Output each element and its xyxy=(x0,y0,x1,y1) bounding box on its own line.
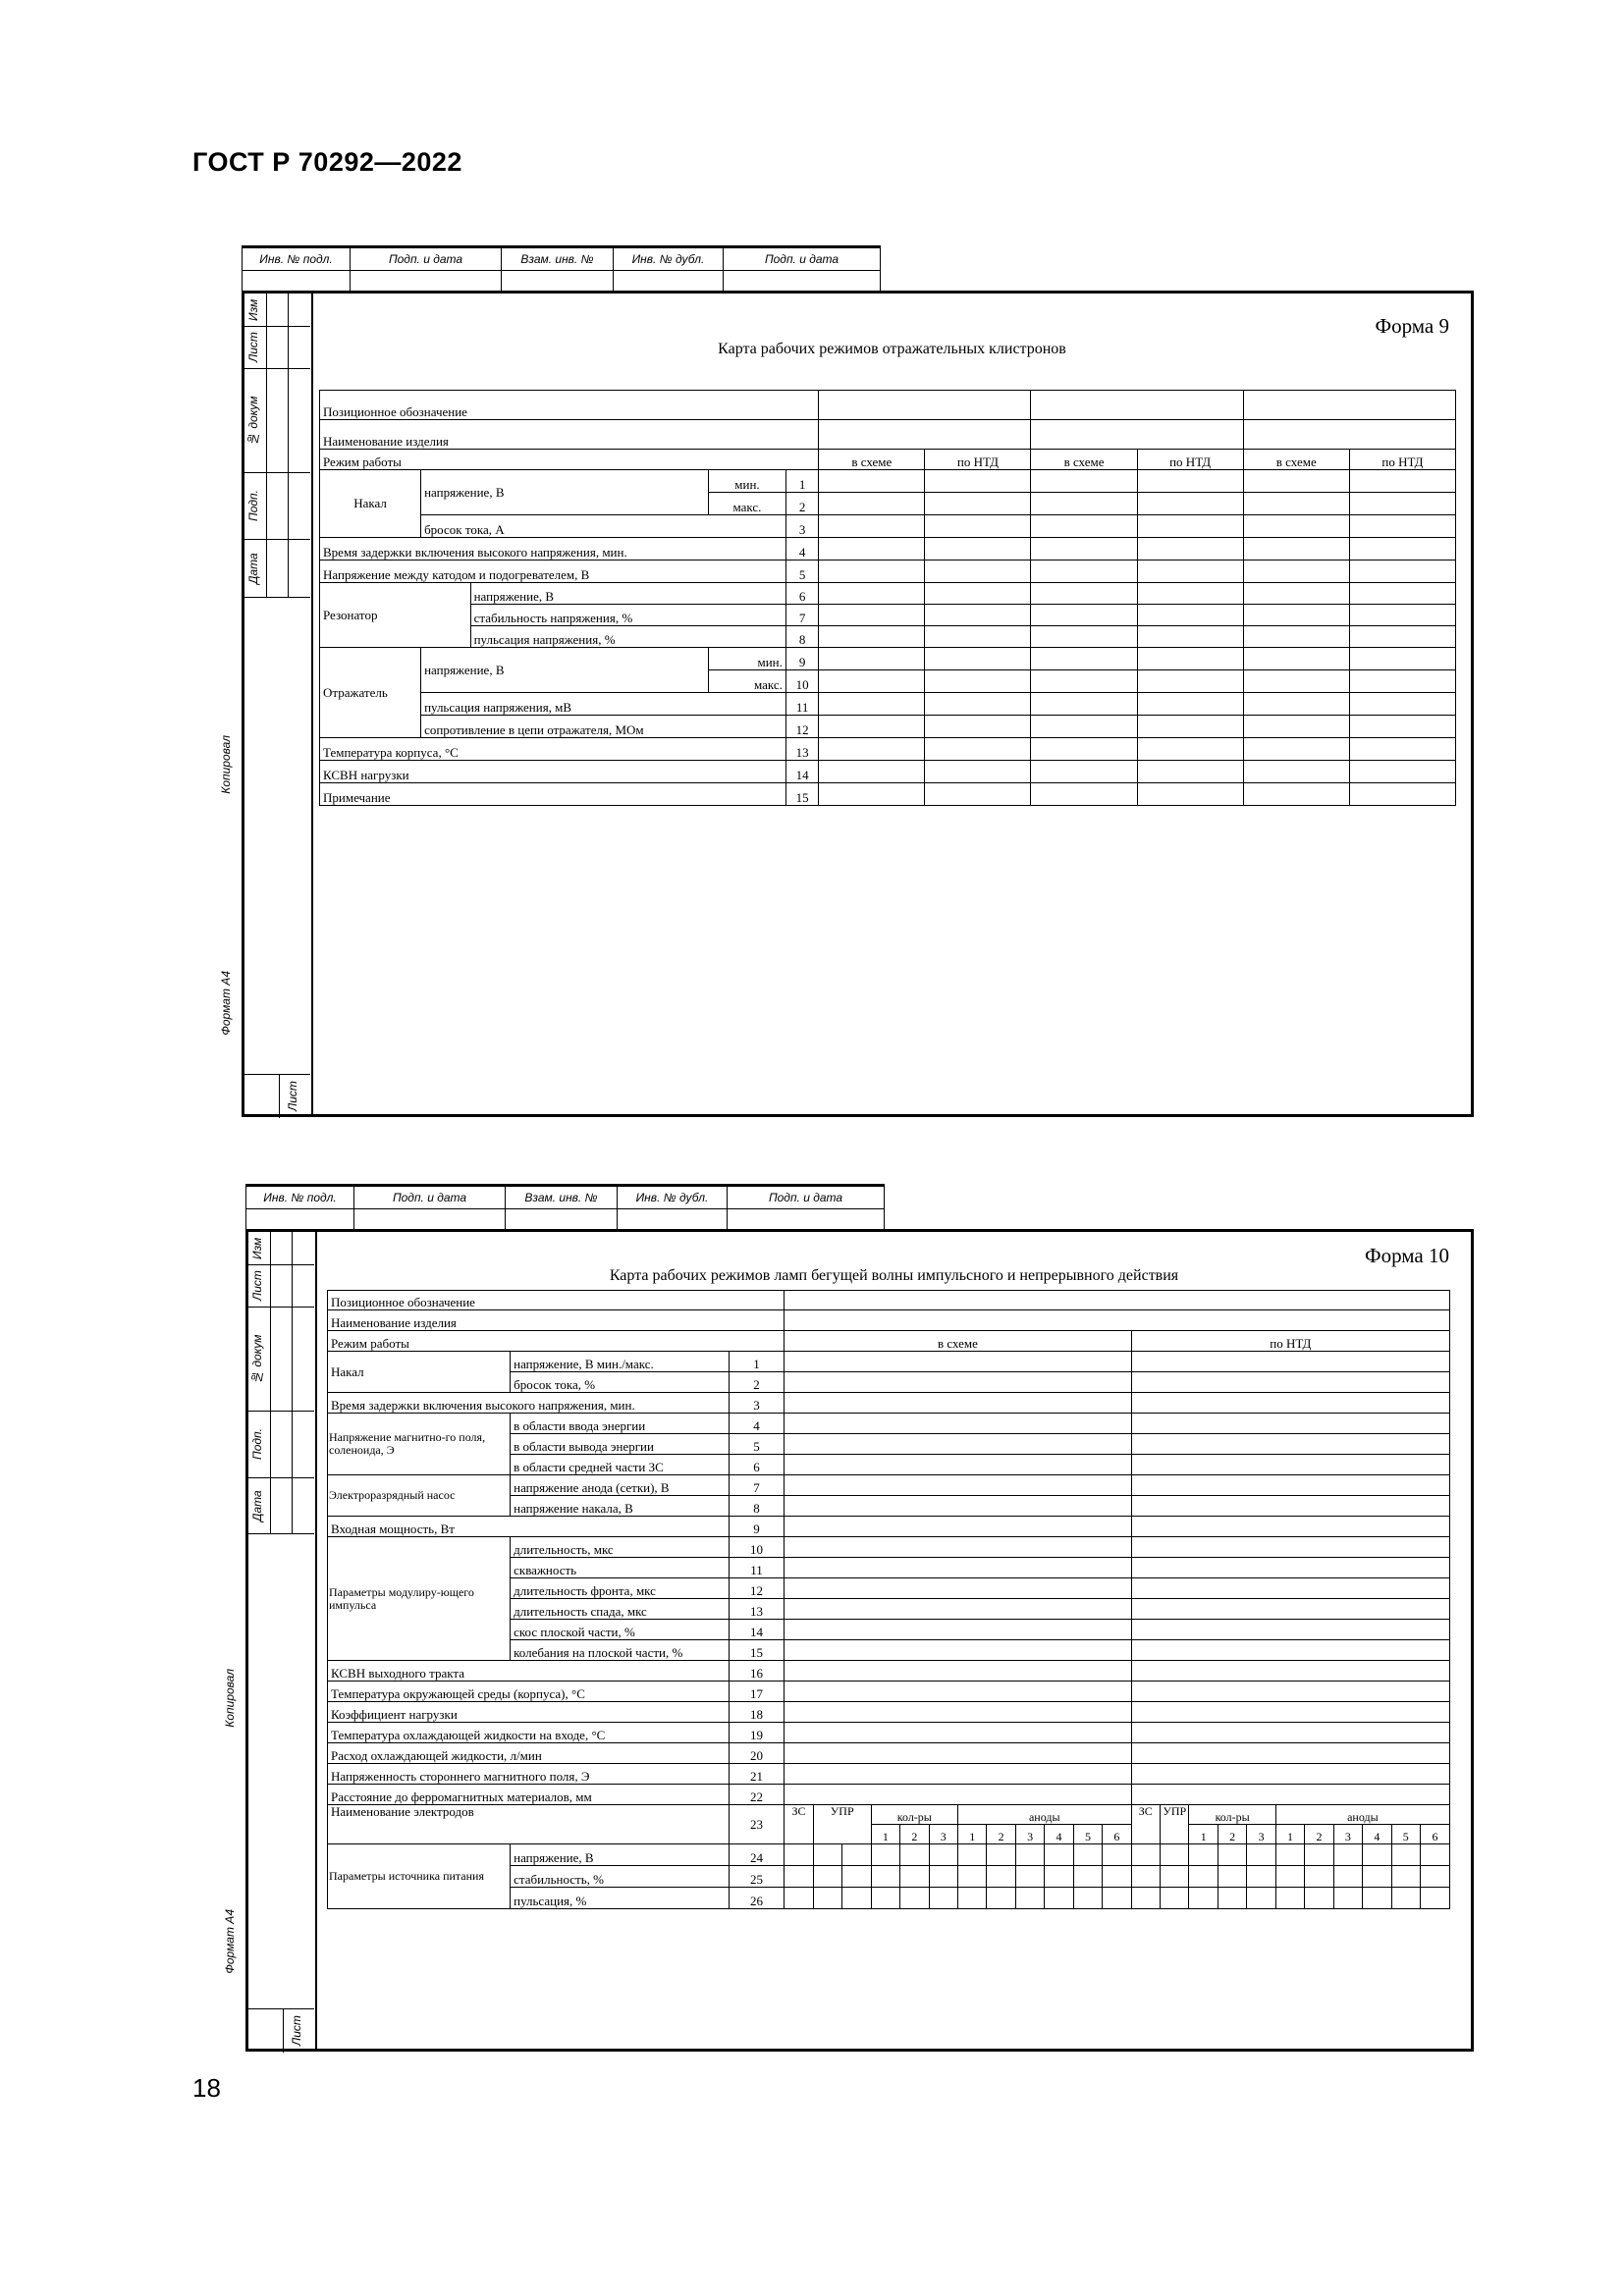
row-number: 16 xyxy=(729,1661,785,1682)
row-number: 17 xyxy=(729,1682,785,1702)
row-number: 3 xyxy=(785,515,818,538)
row-label: колебания на плоской части, % xyxy=(511,1640,730,1661)
row-number: 20 xyxy=(729,1743,785,1764)
sub-number: 1 xyxy=(1189,1825,1218,1844)
strip-label: Взам. инв. № xyxy=(506,1186,618,1209)
column-head: в схеме xyxy=(1243,450,1349,470)
sub-number: 3 xyxy=(929,1825,957,1844)
column-head: по НТД xyxy=(1137,450,1243,470)
column-head: по НТД xyxy=(1131,1331,1449,1352)
row-label: КСВН выходного тракта xyxy=(328,1661,730,1682)
sub-number: 4 xyxy=(1045,1825,1073,1844)
form9-table xyxy=(319,390,1456,806)
row-label: Режим работы xyxy=(328,1331,785,1352)
row-label: макс. xyxy=(709,670,786,693)
side-label-list: Лист xyxy=(246,332,260,363)
row-number: 13 xyxy=(729,1599,785,1620)
row-label: скос плоской части, % xyxy=(511,1620,730,1640)
row-label: Напряженность стороннего магнитного поля, Э xyxy=(328,1764,730,1785)
row-label: Температура окружающей среды (корпуса), °С xyxy=(328,1682,730,1702)
row-number: 25 xyxy=(729,1866,785,1888)
row-number: 12 xyxy=(785,716,818,738)
side-label-list-bottom: Лист xyxy=(286,1081,299,1111)
sub-number: 5 xyxy=(1391,1825,1420,1844)
form10-sidebar xyxy=(248,1232,317,2049)
sub-number: 2 xyxy=(987,1825,1015,1844)
electrode-head: аноды xyxy=(1275,1805,1449,1825)
row-number: 18 xyxy=(729,1702,785,1723)
electrode-head: УПР xyxy=(1161,1805,1189,1844)
column-head: в схеме xyxy=(785,1331,1131,1352)
row-label: Примечание xyxy=(320,783,786,806)
row-label: Температура корпуса, °С xyxy=(320,738,786,761)
group-label: Электроразрядный насос xyxy=(328,1475,511,1517)
row-label: Расход охлаждающей жидкости, л/мин xyxy=(328,1743,730,1764)
side-label-format: Формат А4 xyxy=(219,971,233,1036)
group-label: Накал xyxy=(320,470,421,538)
row-number: 13 xyxy=(785,738,818,761)
row-number: 24 xyxy=(729,1844,785,1866)
strip-label: Инв. № дубл. xyxy=(618,1186,728,1209)
side-label-izm: Изм xyxy=(246,298,260,321)
row-number: 11 xyxy=(729,1558,785,1578)
row-label: Наименование изделия xyxy=(320,420,819,450)
side-label-list-bottom: Лист xyxy=(290,2015,303,2046)
strip-label: Инв. № подл. xyxy=(243,247,351,271)
side-label-data: Дата xyxy=(246,553,260,584)
row-label: длительность фронта, мкс xyxy=(511,1578,730,1599)
sub-number: 4 xyxy=(1363,1825,1391,1844)
row-label: напряжение, В xyxy=(421,470,709,515)
form9-sidebar xyxy=(244,294,313,1114)
column-head: по НТД xyxy=(925,450,1031,470)
strip-label: Подп. и дата xyxy=(724,247,881,271)
row-label: мин. xyxy=(709,648,786,670)
group-label: Параметры модулиру-ющего импульса xyxy=(328,1537,511,1661)
row-label: пульсация, % xyxy=(511,1888,730,1909)
row-label: напряжение накала, В xyxy=(511,1496,730,1517)
row-number: 4 xyxy=(729,1414,785,1434)
row-label: стабильность, % xyxy=(511,1866,730,1888)
form9-frame xyxy=(219,291,1474,1117)
row-number: 19 xyxy=(729,1723,785,1743)
row-number: 1 xyxy=(729,1352,785,1372)
row-label: в области средней части ЗС xyxy=(511,1455,730,1475)
row-number: 15 xyxy=(729,1640,785,1661)
strip-label: Подп. и дата xyxy=(351,247,502,271)
row-number: 15 xyxy=(785,783,818,806)
row-label: бросок тока, А xyxy=(421,515,786,538)
form9-label: Форма 9 xyxy=(1375,314,1449,338)
electrode-head: кол-ры xyxy=(871,1805,957,1825)
row-number: 4 xyxy=(785,538,818,561)
sub-number: 3 xyxy=(1015,1825,1044,1844)
side-label-kopiroval: Копировал xyxy=(219,735,233,794)
row-number: 7 xyxy=(785,605,818,626)
sub-number: 2 xyxy=(1305,1825,1333,1844)
column-head: по НТД xyxy=(1349,450,1455,470)
row-label: сопротивление в цепи отражателя, МОм xyxy=(421,716,786,738)
electrode-head: кол-ры xyxy=(1189,1805,1275,1825)
row-label: Время задержки включения высокого напряжения, мин. xyxy=(320,538,786,561)
row-label: Коэффициент нагрузки xyxy=(328,1702,730,1723)
form10-table xyxy=(327,1290,1450,1909)
group-label: Накал xyxy=(328,1352,511,1393)
row-number: 9 xyxy=(729,1517,785,1537)
row-label: Позиционное обозначение xyxy=(320,391,819,420)
row-number: 8 xyxy=(729,1496,785,1517)
row-number: 14 xyxy=(785,761,818,783)
row-label: Наименование электродов xyxy=(328,1805,730,1844)
row-label: напряжение, В xyxy=(470,583,785,605)
row-number: 11 xyxy=(785,693,818,716)
electrode-head: ЗС xyxy=(785,1805,813,1844)
form10-label: Форма 10 xyxy=(1365,1244,1449,1267)
row-label: напряжение анода (сетки), В xyxy=(511,1475,730,1496)
row-number: 10 xyxy=(785,670,818,693)
row-label: напряжение, В xyxy=(511,1844,730,1866)
row-label: КСВН нагрузки xyxy=(320,761,786,783)
row-number: 5 xyxy=(729,1434,785,1455)
electrode-head: УПР xyxy=(813,1805,871,1844)
document-header: ГОСТ Р 70292—2022 xyxy=(192,147,462,177)
row-label: бросок тока, % xyxy=(511,1372,730,1393)
row-number: 1 xyxy=(785,470,818,493)
row-label: стабильность напряжения, % xyxy=(470,605,785,626)
row-label: пульсация напряжения, мВ xyxy=(421,693,786,716)
side-label-format: Формат А4 xyxy=(223,1909,237,1974)
side-label-kopiroval: Копировал xyxy=(223,1669,237,1728)
side-label-ndok: № докум xyxy=(246,396,260,446)
form10-caption: Карта рабочих режимов ламп бегущей волны импульсного и непрерывного действия xyxy=(609,1267,1179,1284)
sub-number: 1 xyxy=(1275,1825,1304,1844)
sub-number: 6 xyxy=(1103,1825,1131,1844)
strip-label: Инв. № подл. xyxy=(246,1186,354,1209)
sub-number: 2 xyxy=(900,1825,929,1844)
row-number: 6 xyxy=(785,583,818,605)
strip-label: Подп. и дата xyxy=(354,1186,506,1209)
group-label: Отражатель xyxy=(320,648,421,738)
column-head: в схеме xyxy=(819,450,925,470)
row-label: скважность xyxy=(511,1558,730,1578)
group-label: Резонатор xyxy=(320,583,471,648)
row-label: длительность, мкс xyxy=(511,1537,730,1558)
side-label-list: Лист xyxy=(250,1270,264,1302)
sub-number: 2 xyxy=(1218,1825,1246,1844)
row-number: 9 xyxy=(785,648,818,670)
sub-number: 1 xyxy=(871,1825,899,1844)
row-label: Расстояние до ферромагнитных материалов, мм xyxy=(328,1785,730,1805)
column-head: в схеме xyxy=(1031,450,1137,470)
group-label: Напряжение магнитно-го поля, соленоида, Э xyxy=(328,1414,511,1475)
side-label-ndok: № докум xyxy=(250,1334,264,1384)
sub-number: 6 xyxy=(1420,1825,1449,1844)
strip-label: Инв. № дубл. xyxy=(614,247,724,271)
row-label: в области ввода энергии xyxy=(511,1414,730,1434)
row-number: 3 xyxy=(729,1393,785,1414)
side-label-data: Дата xyxy=(250,1490,264,1522)
group-label: Параметры источника питания xyxy=(328,1844,511,1909)
row-number: 26 xyxy=(729,1888,785,1909)
sub-number: 3 xyxy=(1247,1825,1275,1844)
row-label: напряжение, В мин./макс. xyxy=(511,1352,730,1372)
row-label: Входная мощность, Вт xyxy=(328,1517,730,1537)
row-label: длительность спада, мкс xyxy=(511,1599,730,1620)
strip-label: Взам. инв. № xyxy=(502,247,614,271)
row-label: напряжение, В xyxy=(421,648,709,693)
row-label: пульсация напряжения, % xyxy=(470,626,785,648)
row-label: в области вывода энергии xyxy=(511,1434,730,1455)
row-label: Температура охлаждающей жидкости на входе, °С xyxy=(328,1723,730,1743)
row-number: 8 xyxy=(785,626,818,648)
row-number: 21 xyxy=(729,1764,785,1785)
row-label: макс. xyxy=(709,493,786,515)
row-number: 23 xyxy=(729,1805,785,1844)
row-number: 2 xyxy=(785,493,818,515)
row-label: Позиционное обозначение xyxy=(328,1291,785,1310)
row-number: 7 xyxy=(729,1475,785,1496)
electrode-head: ЗС xyxy=(1131,1805,1160,1844)
side-label-izm: Изм xyxy=(250,1237,264,1259)
page-number: 18 xyxy=(192,2073,221,2103)
row-number: 2 xyxy=(729,1372,785,1393)
row-label: мин. xyxy=(709,470,786,493)
row-number: 6 xyxy=(729,1455,785,1475)
electrode-head: аноды xyxy=(957,1805,1131,1825)
row-number: 22 xyxy=(729,1785,785,1805)
row-number: 12 xyxy=(729,1578,785,1599)
form9-top-strip xyxy=(242,245,881,294)
row-label: Режим работы xyxy=(320,450,819,470)
side-label-podp: Подп. xyxy=(246,490,260,522)
sub-number: 5 xyxy=(1073,1825,1102,1844)
form10-top-strip xyxy=(245,1184,885,1232)
form9-caption: Карта рабочих режимов отражательных клистронов xyxy=(718,341,1066,357)
row-label: Наименование изделия xyxy=(328,1310,785,1331)
sub-number: 3 xyxy=(1333,1825,1362,1844)
form10-frame xyxy=(223,1229,1474,2052)
sub-number: 1 xyxy=(957,1825,986,1844)
strip-label: Подп. и дата xyxy=(728,1186,885,1209)
side-label-podp: Подп. xyxy=(250,1428,264,1461)
row-number: 14 xyxy=(729,1620,785,1640)
row-label: Напряжение между катодом и подогревателем, В xyxy=(320,561,786,583)
row-label: Время задержки включения высокого напряжения, мин. xyxy=(328,1393,730,1414)
row-number: 5 xyxy=(785,561,818,583)
row-number: 10 xyxy=(729,1537,785,1558)
